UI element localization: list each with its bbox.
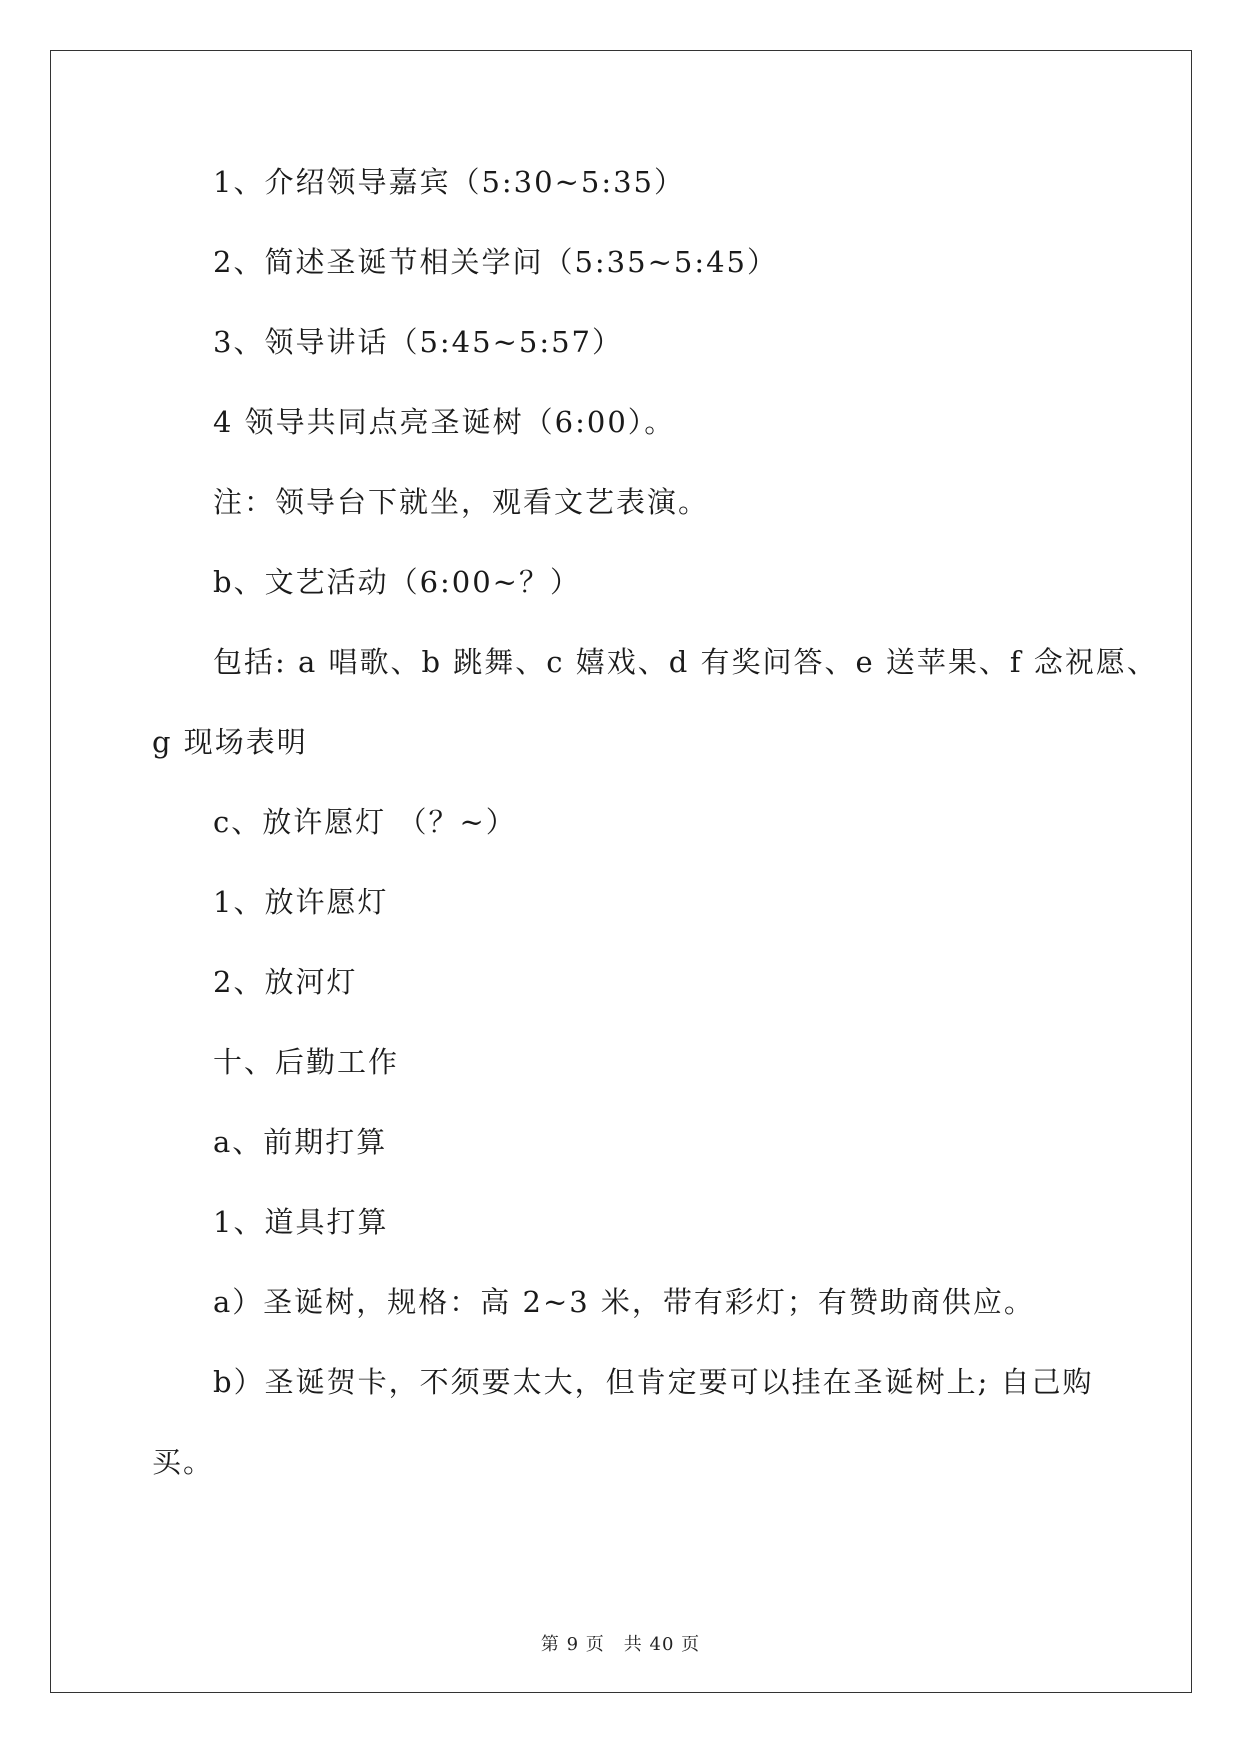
text-line: 2、放河灯 [213,965,358,999]
text-line: c、放许愿灯 （？~） [213,805,517,839]
page-border [50,50,1192,1693]
text-line: 包括: a 唱歌、b 跳舞、c 嬉戏、d 有奖问答、e 送苹果、f 念祝愿、 [213,645,1158,679]
text-line: 2、简述圣诞节相关学问（5:35~5:45） [213,245,778,279]
text-line: 1、介绍领导嘉宾（5:30~5:35） [213,165,685,199]
text-line: 3、领导讲话（5:45~5:57） [213,325,623,359]
text-line: 注：领导台下就坐，观看文艺表演。 [213,485,710,519]
text-line: 买。 [152,1445,215,1479]
text-line: 4 领导共同点亮圣诞树（6:00）。 [213,405,676,439]
page-number-footer: 第 9 页 共 40 页 [540,1634,701,1655]
text-line: a）圣诞树，规格：高 2~3 米，带有彩灯；有赞助商供应。 [213,1285,1035,1319]
text-line: a、前期打算 [213,1125,388,1159]
text-line: 1、放许愿灯 [213,885,389,919]
text-line: 十、后勤工作 [213,1045,400,1079]
text-line: b）圣诞贺卡，不须要太大，但肯定要可以挂在圣诞树上; 自己购 [213,1365,1094,1399]
text-line: g 现场表明 [152,725,308,759]
text-line: 1、道具打算 [213,1205,389,1239]
text-line: b、文艺活动（6:00~？） [213,565,581,599]
